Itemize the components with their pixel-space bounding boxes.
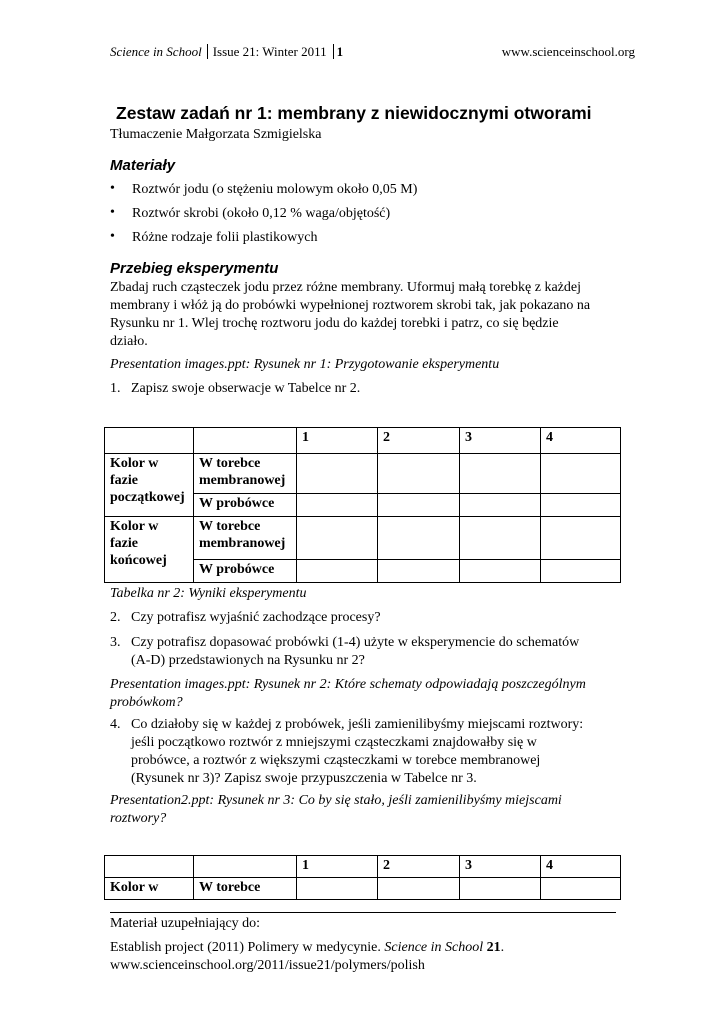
table-cell[interactable] [541, 517, 621, 560]
figure-caption-3: Presentation2.ppt: Rysunek nr 3: Co by się stało, jeśli zamienilibyśmy miejscami roztwory? [110, 793, 562, 826]
column-header: 3 [460, 856, 541, 878]
footer-label: Materiał uzupełniający do: [110, 916, 261, 931]
row-sublabel: W torebce [194, 878, 297, 900]
row-label: Kolor w [105, 878, 194, 900]
column-header: 1 [297, 856, 378, 878]
table-header-row [105, 428, 621, 454]
prediction-table [104, 855, 621, 900]
figure-caption-2: Presentation images.ppt: Rysunek nr 2: Które schematy odpowiadają poszczególnym probówkom? [110, 677, 586, 710]
table-caption: Tabelka nr 2: Wyniki eksperymentu [110, 586, 307, 601]
table-cell[interactable] [378, 517, 460, 560]
bullet-icon: • [110, 181, 115, 196]
table-cell[interactable] [378, 494, 460, 517]
header-url[interactable]: www.scienceinschool.org [501, 44, 635, 59]
row-label: Kolor w fazie początkowej [105, 454, 194, 517]
materials-heading: Materiały [110, 157, 176, 174]
table-row [105, 454, 621, 494]
column-header: 2 [378, 428, 460, 454]
footer-divider [110, 912, 616, 913]
issue-label: Issue 21: Winter 2011 [212, 44, 327, 59]
table-cell[interactable] [297, 454, 378, 494]
table-cell[interactable] [297, 878, 378, 900]
row-label: Kolor w fazie końcowej [105, 517, 194, 583]
table-cell[interactable] [460, 454, 541, 494]
column-header: 1 [297, 428, 378, 454]
bullet-icon: • [110, 229, 115, 244]
row-sublabel: W torebce membranowej [194, 517, 297, 560]
table-header-row [105, 856, 621, 878]
translator-credit: Tłumaczenie Małgorzata Szmigielska [110, 127, 322, 142]
footer-link[interactable]: www.scienceinschool.org/2011/issue21/polymers/polish [110, 958, 425, 973]
table-cell[interactable] [297, 517, 378, 560]
table-cell[interactable] [460, 517, 541, 560]
footer-citation: Establish project (2011) Polimery w medycynie. Science in School 21. [110, 940, 505, 955]
column-header: 2 [378, 856, 460, 878]
table-cell[interactable] [541, 494, 621, 517]
table-cell[interactable] [378, 878, 460, 900]
table-cell[interactable] [297, 494, 378, 517]
page-number: 1 [336, 44, 344, 59]
table-row [105, 517, 621, 560]
table-cell[interactable] [460, 560, 541, 583]
row-sublabel: W torebce membranowej [194, 454, 297, 494]
table-cell[interactable] [541, 560, 621, 583]
figure-caption-1: Presentation images.ppt: Rysunek nr 1: Przygotowanie eksperymentu [110, 357, 500, 372]
row-sublabel: W probówce [194, 560, 297, 583]
table-row [105, 878, 621, 900]
table-cell[interactable] [541, 878, 621, 900]
row-sublabel: W probówce [194, 494, 297, 517]
column-header: 4 [541, 428, 621, 454]
procedure-paragraph: Zbadaj ruch cząsteczek jodu przez różne membrany. Uformuj małą torebkę z każdej membrany i włóż ją do probówki wypełnionej roztworem skrobi tak, jak pokazano na Rysunku nr 1. Wlej trochę roztworu jodu do każdej torebki i patrz, co się będzie działo. [110, 280, 591, 349]
table-cell[interactable] [460, 494, 541, 517]
table-cell[interactable] [378, 560, 460, 583]
table-cell[interactable] [460, 878, 541, 900]
header-left [110, 44, 343, 60]
page-title: Zestaw zadań nr 1: membrany z niewidocznymi otworami [116, 103, 592, 123]
table-cell[interactable] [378, 454, 460, 494]
table-cell[interactable] [297, 560, 378, 583]
column-header: 3 [460, 428, 541, 454]
column-header: 4 [541, 856, 621, 878]
header-divider [207, 44, 208, 59]
results-table [104, 427, 621, 583]
table-cell[interactable] [541, 454, 621, 494]
procedure-heading: Przebieg eksperymentu [110, 260, 279, 277]
header-divider [333, 44, 334, 59]
journal-name: Science in School [110, 44, 202, 59]
bullet-icon: • [110, 205, 115, 220]
